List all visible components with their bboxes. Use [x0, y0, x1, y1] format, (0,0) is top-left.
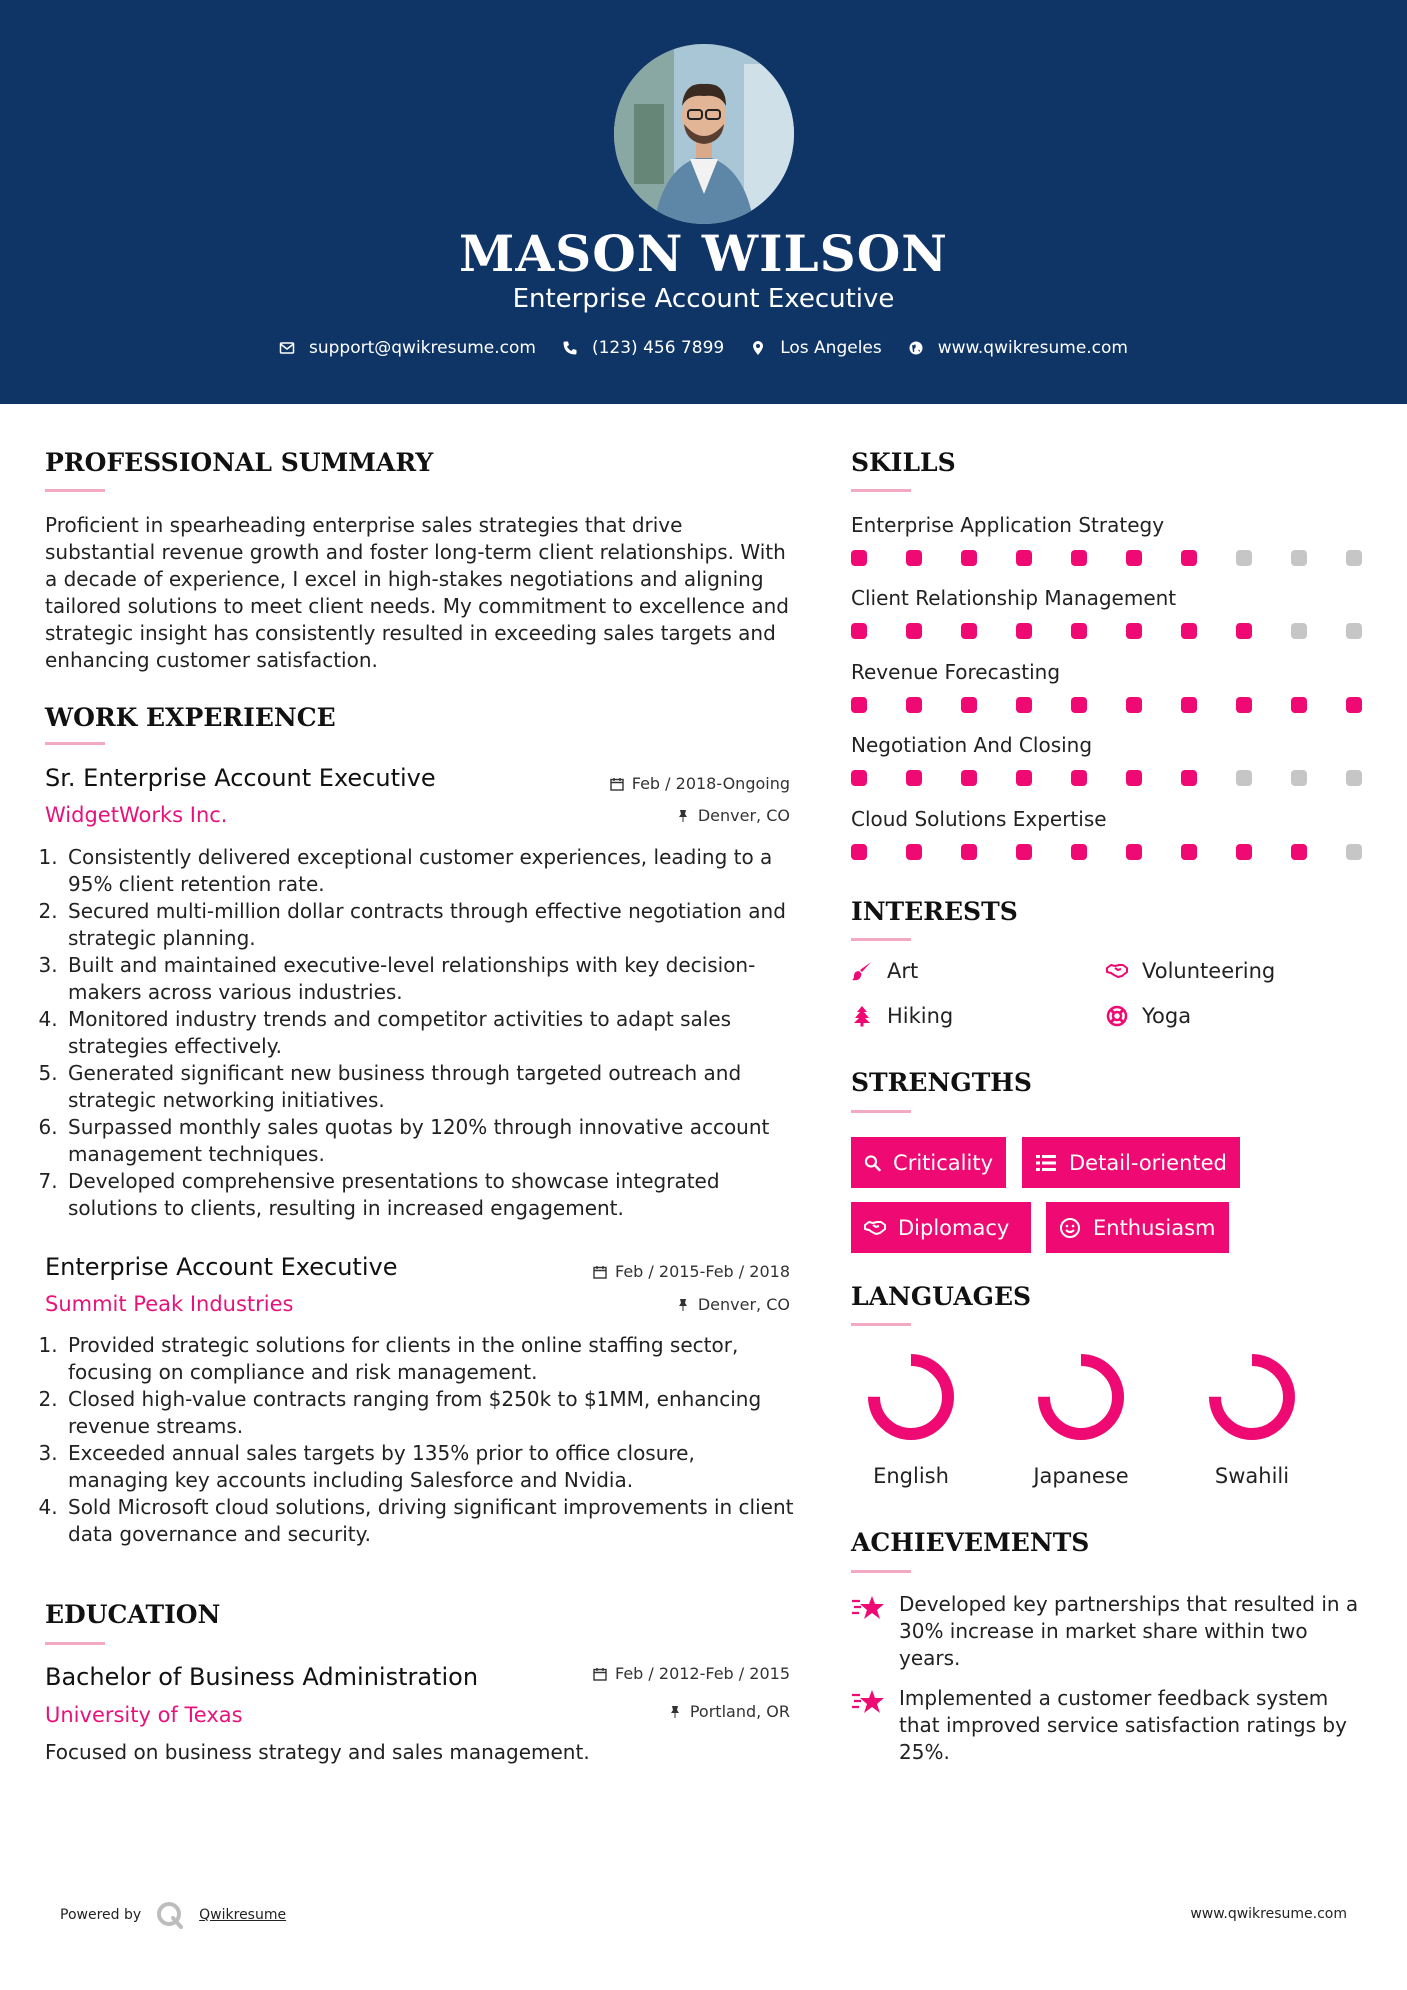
- interest-label: Hiking: [887, 1004, 954, 1028]
- contact-website[interactable]: [908, 338, 1128, 358]
- list-item: 5. Generated significant new business through targeted outreach and strategic networking initiatives.: [64, 1060, 795, 1114]
- skill-dot-filled: [1236, 623, 1252, 639]
- job-dates-1: [480, 774, 790, 793]
- job-location-2: [480, 1295, 790, 1314]
- skill-dot-filled: [1071, 770, 1087, 786]
- job-responsibilities-2: [45, 1332, 795, 1548]
- job-dates-text-1: Feb / 2018-Ongoing: [631, 774, 790, 793]
- interest-item: [1106, 959, 1275, 983]
- skill-dot-filled: [1126, 550, 1142, 566]
- pushpin-icon: [668, 1705, 682, 1719]
- experience-underline: [45, 742, 105, 745]
- footer-powered-by: [60, 1900, 286, 1930]
- skill-rating: [851, 844, 1362, 860]
- interests-underline: [851, 938, 911, 941]
- job-company-1: WidgetWorks Inc.: [45, 803, 228, 827]
- skill-dot-filled: [1071, 844, 1087, 860]
- interest-item: [851, 959, 918, 983]
- job-dates-2: [480, 1262, 790, 1281]
- job-title-1: Sr. Enterprise Account Executive: [45, 764, 436, 792]
- phone-icon: [562, 340, 578, 356]
- skill-dot-filled: [961, 623, 977, 639]
- lifebuoy-icon: [1106, 1005, 1128, 1027]
- map-pin-icon: [750, 340, 766, 356]
- language-proficiency-arc: [874, 1360, 948, 1434]
- education-dates-text: Feb / 2012-Feb / 2015: [615, 1664, 790, 1683]
- skill-dot-filled: [1016, 697, 1032, 713]
- summary-underline: [45, 489, 105, 492]
- skill-dot-empty: [1346, 844, 1362, 860]
- skill-dot-filled: [1181, 697, 1197, 713]
- skill-dot-empty: [1236, 770, 1252, 786]
- contact-phone[interactable]: [562, 338, 724, 358]
- skill-name: Negotiation And Closing: [851, 733, 1093, 757]
- education-heading: EDUCATION: [45, 1600, 221, 1629]
- language-ring: [866, 1352, 956, 1442]
- skill-dot-filled: [1016, 623, 1032, 639]
- list-item: 4. Monitored industry trends and competitor activities to adapt sales strategies effectively.: [64, 1006, 795, 1060]
- education-description: Focused on business strategy and sales management.: [45, 1740, 590, 1764]
- skill-dot-filled: [1346, 697, 1362, 713]
- job-dates-text-2: Feb / 2015-Feb / 2018: [615, 1262, 790, 1281]
- job-company-2: Summit Peak Industries: [45, 1292, 294, 1316]
- skill-dot-filled: [1126, 623, 1142, 639]
- skill-dot-filled: [1071, 623, 1087, 639]
- language-proficiency-arc: [1215, 1360, 1289, 1434]
- skill-dot-filled: [1016, 844, 1032, 860]
- job-title-2: Enterprise Account Executive: [45, 1253, 398, 1281]
- interest-item: [1106, 1004, 1191, 1028]
- language-name: English: [873, 1464, 949, 1488]
- skill-dot-filled: [1181, 844, 1197, 860]
- language-name: Swahili: [1214, 1464, 1290, 1488]
- shooting-star-icon: [851, 1593, 885, 1623]
- achievements-underline: [851, 1570, 911, 1573]
- skill-dot-filled: [961, 697, 977, 713]
- skill-dot-filled: [961, 844, 977, 860]
- strength-tag: [1022, 1137, 1240, 1188]
- skill-dot-filled: [961, 550, 977, 566]
- calendar-icon: [593, 1667, 607, 1681]
- skill-dot-filled: [1291, 697, 1307, 713]
- shooting-star-icon: [851, 1687, 885, 1717]
- contact-location: [750, 338, 882, 358]
- list-item: 2. Secured multi-million dollar contracts through effective negotiation and strategic planning.: [64, 898, 795, 952]
- skills-underline: [851, 489, 911, 492]
- contact-location-text: Los Angeles: [780, 338, 882, 358]
- footer-url[interactable]: www.qwikresume.com: [1190, 1906, 1347, 1922]
- education-location: [480, 1702, 790, 1721]
- interest-item: [851, 1004, 953, 1028]
- list-item: 3. Built and maintained executive-level relationships with key decision-makers across various industries.: [64, 952, 795, 1006]
- contact-website-text: www.qwikresume.com: [937, 338, 1128, 358]
- interests-heading: INTERESTS: [851, 897, 1018, 926]
- calendar-icon: [593, 1265, 607, 1279]
- achievement-text: Implemented a customer feedback system that improved service satisfaction ratings by 25%.: [899, 1686, 1347, 1764]
- skill-rating: [851, 550, 1362, 566]
- skills-heading: SKILLS: [851, 448, 956, 477]
- experience-heading: WORK EXPERIENCE: [45, 703, 336, 732]
- skill-dot-filled: [851, 697, 867, 713]
- skill-name: Client Relationship Management: [851, 586, 1177, 610]
- list-item: 6. Surpassed monthly sales quotas by 120% through innovative account management techniques.: [64, 1114, 795, 1168]
- skill-dot-filled: [1291, 844, 1307, 860]
- skill-dot-filled: [906, 623, 922, 639]
- qwikresume-link[interactable]: Qwikresume: [199, 1907, 287, 1923]
- skill-dot-filled: [906, 844, 922, 860]
- smile-icon: [1059, 1217, 1081, 1239]
- achievement-text: Developed key partnerships that resulted in a 30% increase in market share within two years.: [899, 1592, 1359, 1670]
- interest-label: Yoga: [1142, 1004, 1192, 1028]
- list-item: 2. Closed high-value contracts ranging from $250k to $1MM, enhancing revenue streams.: [64, 1386, 795, 1440]
- skill-dot-filled: [1181, 770, 1197, 786]
- list-item: 1. Consistently delivered exceptional customer experiences, leading to a 95% client retention rate.: [64, 844, 795, 898]
- skill-dot-filled: [961, 770, 977, 786]
- language-ring: [1207, 1352, 1297, 1442]
- skill-dot-empty: [1236, 550, 1252, 566]
- search-icon: [864, 1152, 881, 1174]
- handshake-icon: [1106, 960, 1128, 982]
- languages-underline: [851, 1323, 911, 1326]
- education-underline: [45, 1642, 105, 1645]
- pushpin-icon: [676, 809, 690, 823]
- language-item: [1167, 1352, 1337, 1488]
- resume-header: [0, 0, 1407, 404]
- skill-dot-filled: [1236, 844, 1252, 860]
- skill-dot-filled: [1181, 623, 1197, 639]
- job-location-text-2: Denver, CO: [697, 1295, 790, 1314]
- contact-bar: [0, 338, 1407, 358]
- tree-icon: [851, 1005, 873, 1027]
- paintbrush-icon: [851, 960, 873, 982]
- skill-dot-filled: [1126, 697, 1142, 713]
- language-item: [996, 1352, 1166, 1488]
- skill-dot-filled: [906, 697, 922, 713]
- list-item: 4. Sold Microsoft cloud solutions, driving significant improvements in client data governance and security.: [64, 1494, 795, 1548]
- education-location-text: Portland, OR: [689, 1702, 790, 1721]
- achievement-item: [851, 1685, 1371, 1766]
- interest-label: Art: [887, 959, 919, 983]
- handshake-icon: [864, 1217, 886, 1239]
- list-icon: [1035, 1152, 1057, 1174]
- calendar-icon: [610, 777, 624, 791]
- strength-tag: [1046, 1202, 1229, 1253]
- skill-rating: [851, 770, 1362, 786]
- skill-name: Revenue Forecasting: [851, 660, 1061, 684]
- profile-photo: [614, 44, 794, 224]
- skill-dot-filled: [906, 550, 922, 566]
- language-proficiency-arc: [1044, 1360, 1118, 1434]
- strength-label: Diplomacy: [898, 1215, 1010, 1240]
- candidate-title: Enterprise Account Executive: [512, 284, 895, 314]
- languages-heading: LANGUAGES: [851, 1282, 1032, 1311]
- strengths-underline: [851, 1110, 911, 1113]
- list-item: 7. Developed comprehensive presentations to showcase integrated solutions to clients, resulting in increased engagement.: [64, 1168, 795, 1222]
- skill-dot-filled: [1071, 697, 1087, 713]
- education-school: University of Texas: [45, 1703, 243, 1727]
- skill-dot-empty: [1291, 550, 1307, 566]
- strength-label: Detail-oriented: [1069, 1150, 1227, 1175]
- contact-email-text: support@qwikresume.com: [309, 338, 536, 358]
- skill-dot-filled: [906, 770, 922, 786]
- qwikresume-logo-icon: [155, 1900, 185, 1930]
- skill-dot-filled: [1016, 550, 1032, 566]
- skill-dot-empty: [1346, 623, 1362, 639]
- strength-label: Enthusiasm: [1093, 1215, 1216, 1240]
- skill-dot-filled: [1181, 550, 1197, 566]
- skill-dot-filled: [1126, 770, 1142, 786]
- skill-dot-filled: [851, 550, 867, 566]
- skill-dot-filled: [1071, 550, 1087, 566]
- skill-dot-empty: [1291, 623, 1307, 639]
- strengths-heading: STRENGTHS: [851, 1068, 1032, 1097]
- contact-phone-text: (123) 456 7899: [591, 338, 725, 358]
- skill-dot-empty: [1346, 770, 1362, 786]
- education-degree: Bachelor of Business Administration: [45, 1663, 479, 1691]
- envelope-icon: [279, 340, 295, 356]
- language-item: [826, 1352, 996, 1488]
- skill-dot-filled: [1236, 697, 1252, 713]
- skill-dot-filled: [851, 770, 867, 786]
- candidate-name: MASON WILSON: [459, 224, 948, 283]
- language-ring: [1036, 1352, 1126, 1442]
- summary-heading: PROFESSIONAL SUMMARY: [45, 448, 434, 477]
- summary-text: Proficient in spearheading enterprise sales strategies that drive substantial revenue growth and foster long-term client relationships. With a decade of experience, I excel in high-stakes negotiations and aligning tailored solutions to meet client needs. My commitment to excellence and strategic insight has consistently resulted in exceeding sales targets and enhancing customer satisfaction.: [45, 513, 789, 672]
- skill-name: Cloud Solutions Expertise: [851, 807, 1107, 831]
- skill-dot-filled: [1126, 844, 1142, 860]
- achievements-heading: ACHIEVEMENTS: [851, 1528, 1090, 1557]
- list-item: 3. Exceeded annual sales targets by 135% prior to office closure, managing key accounts including Salesforce and Nvidia.: [64, 1440, 795, 1494]
- skill-dot-filled: [1016, 770, 1032, 786]
- globe-icon: [908, 340, 924, 356]
- pushpin-icon: [676, 1298, 690, 1312]
- education-dates: [480, 1664, 790, 1683]
- achievement-item: [851, 1591, 1371, 1672]
- skill-dot-empty: [1291, 770, 1307, 786]
- job-responsibilities-1: [45, 844, 795, 1222]
- skill-rating: [851, 697, 1362, 713]
- strength-tag: [851, 1137, 1006, 1188]
- list-item: 1. Provided strategic solutions for clients in the online staffing sector, focusing on compliance and risk management.: [64, 1332, 795, 1386]
- job-location-text-1: Denver, CO: [697, 806, 790, 825]
- skill-name: Enterprise Application Strategy: [851, 513, 1165, 537]
- skill-dot-filled: [851, 844, 867, 860]
- powered-by-label: Powered by: [60, 1907, 142, 1923]
- strength-tag: [851, 1202, 1031, 1253]
- language-name: Japanese: [1033, 1464, 1129, 1488]
- skill-rating: [851, 623, 1362, 639]
- job-location-1: [480, 806, 790, 825]
- strength-label: Criticality: [893, 1150, 993, 1175]
- skill-dot-filled: [851, 623, 867, 639]
- interest-label: Volunteering: [1142, 959, 1276, 983]
- contact-email[interactable]: [279, 338, 536, 358]
- skill-dot-empty: [1346, 550, 1362, 566]
